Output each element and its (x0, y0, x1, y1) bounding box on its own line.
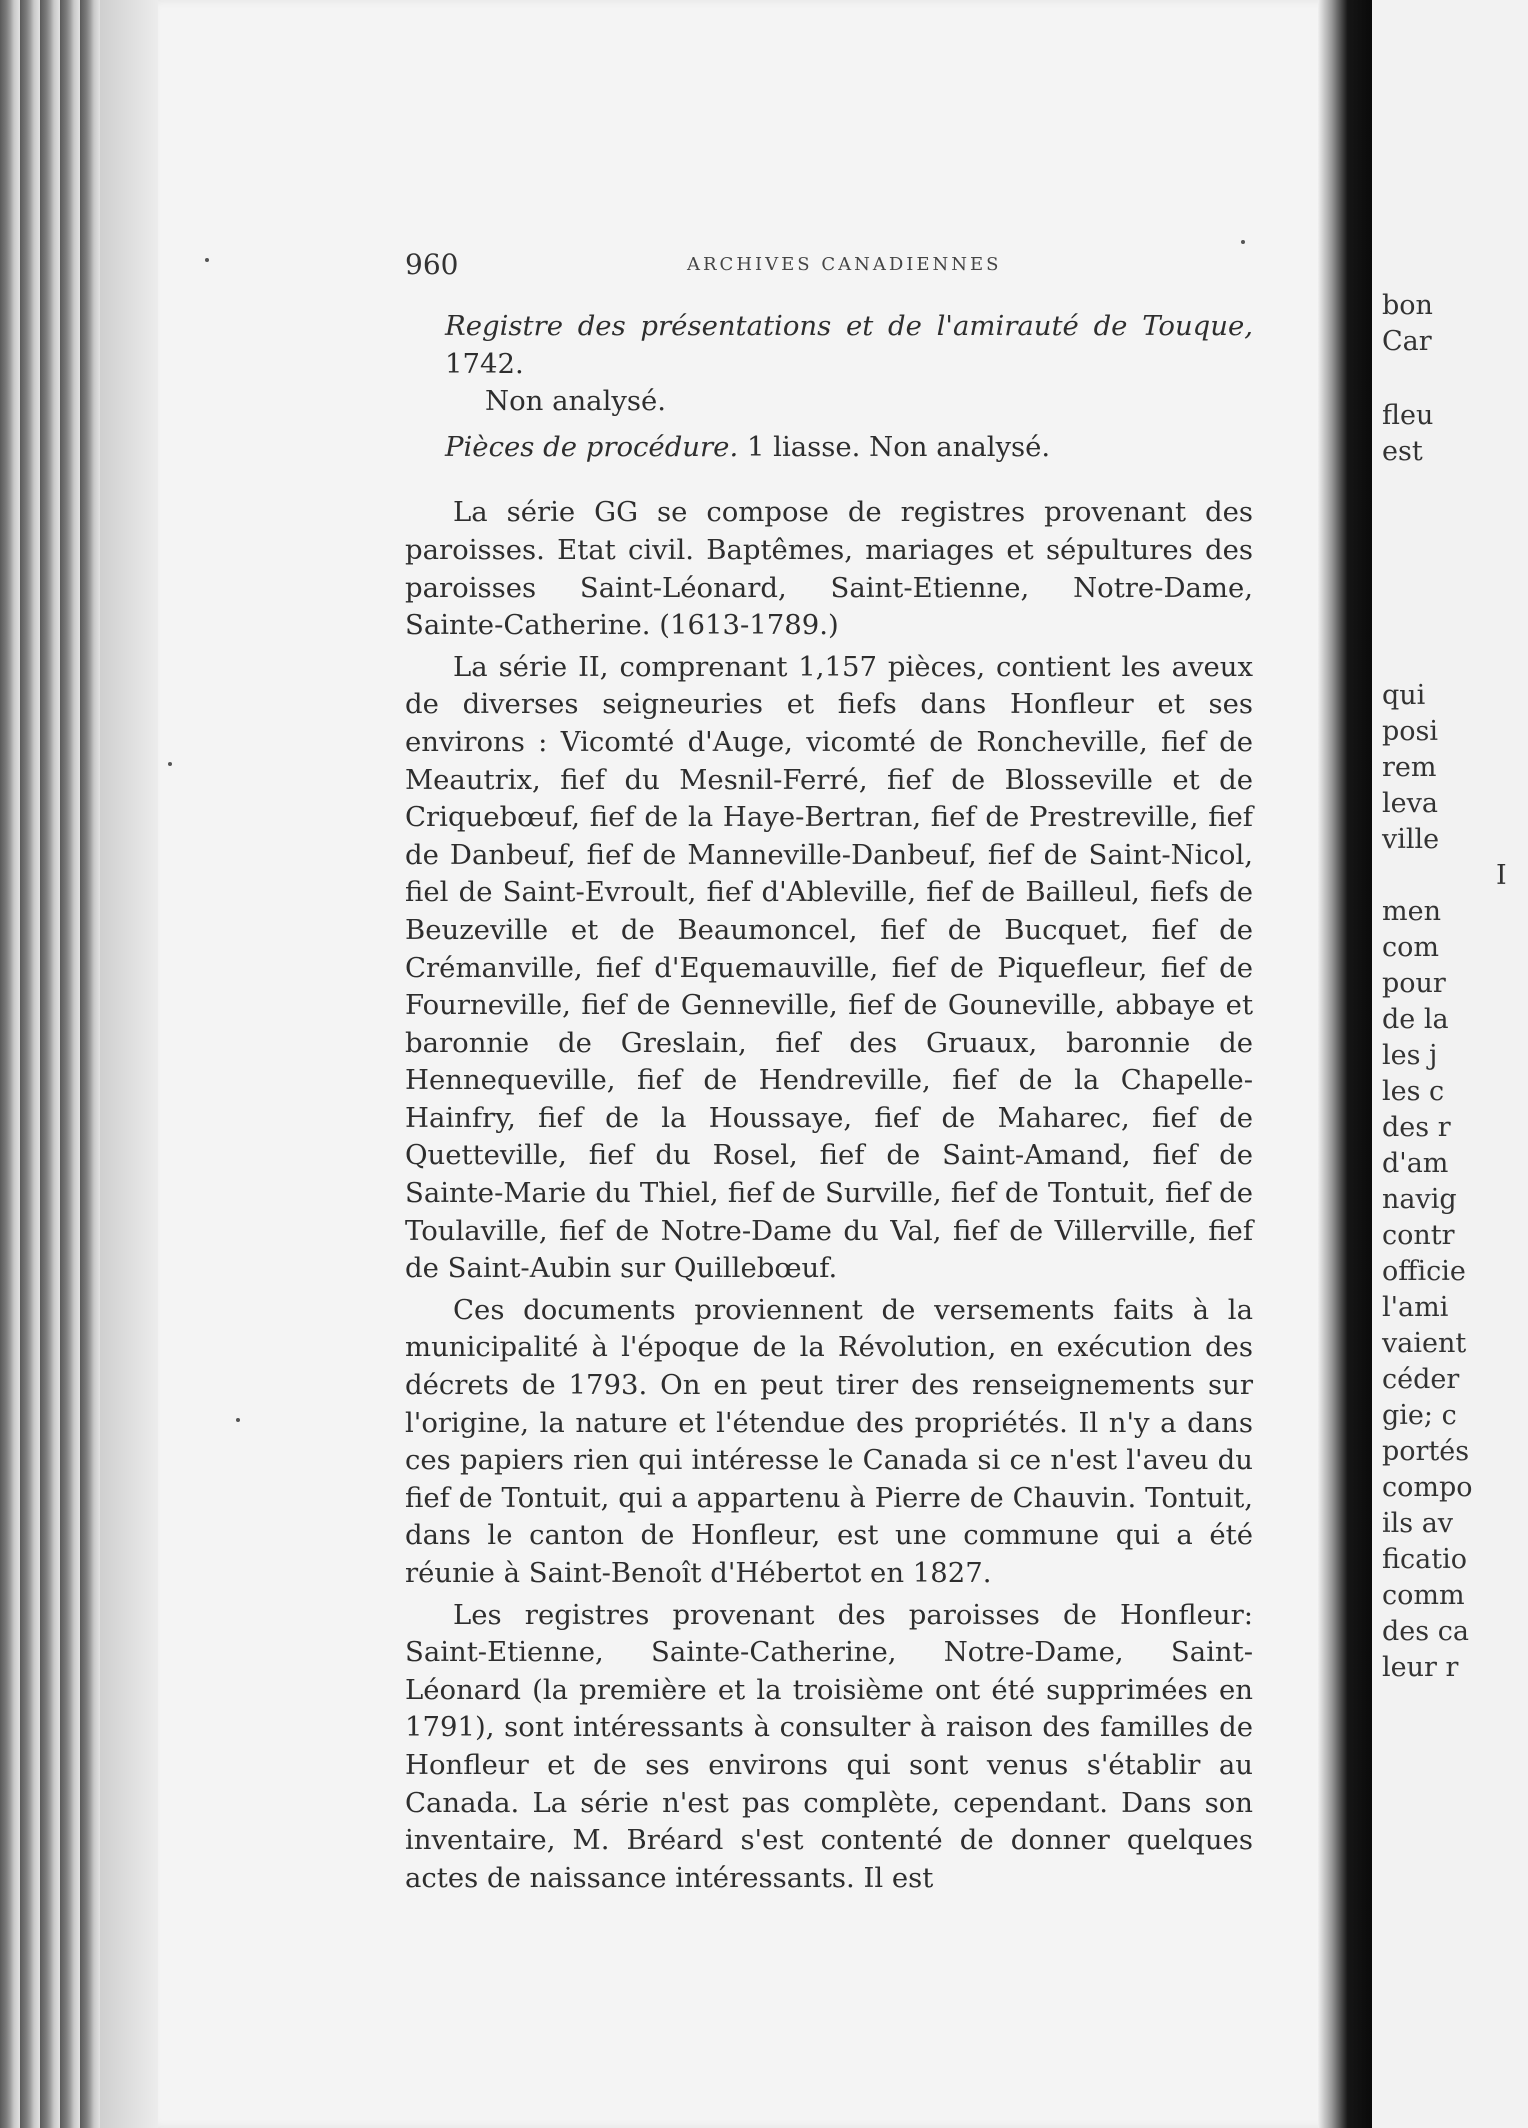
facing-line: portés (1382, 1436, 1470, 1467)
entry-year: 1742. (445, 347, 524, 380)
facing-line: fleu (1382, 400, 1434, 431)
facing-line: posi (1382, 716, 1439, 747)
facing-line: est (1382, 436, 1423, 467)
entry-note: Non analysé. (485, 385, 667, 418)
paragraph: Les registres provenant des paroisses de Honfleur: Saint-Etienne, Sainte-Catherine, Notre-Dame, Saint-Léonard (la première et la troisième ont été supprimées en 1791), sont intéressants à consulter à raison des familles de Honfleur et de ses environs qui sont venus s'établir au Canada. La série n'est pas complète, cependant. Dans son inventaire, M. Bréard s'est contenté de donner quelques actes de naissance intéressants. Il est (405, 1598, 1253, 1894)
archive-entry (405, 308, 1253, 421)
scan-speck (236, 1418, 240, 1422)
body-text (405, 308, 1253, 1897)
facing-line: pour (1382, 968, 1446, 999)
scan-speck (168, 762, 172, 766)
paragraph: La série GG se compose de registres provenant des paroisses. Etat civil. Baptêmes, mariages et sépultures des paroisses Saint-Léonard, Saint-Etienne, Notre-Dame, Sainte-Catherine. (1613-1789.) (405, 496, 1253, 642)
facing-line: céder (1382, 1364, 1460, 1395)
facing-line: contr (1382, 1220, 1455, 1251)
scan-speck (1241, 240, 1245, 244)
entry-title: Pièces de procédure. (445, 430, 739, 463)
facing-line: l'ami (1382, 1292, 1449, 1323)
facing-line: officie (1382, 1256, 1466, 1287)
facing-line: com (1382, 932, 1439, 963)
facing-line: des r (1382, 1112, 1451, 1143)
facing-line: comm (1382, 1580, 1465, 1611)
facing-line: navig (1382, 1184, 1457, 1215)
facing-line: les j (1382, 1040, 1438, 1071)
facing-line: ils av (1382, 1508, 1454, 1539)
facing-line: d'am (1382, 1148, 1449, 1179)
paragraph: Ces documents proviennent de versements faits à la municipalité à l'époque de la Révolution, en exécution des décrets de 1793. On en peut tirer des renseignements sur l'origine, la nature et l'étendue des propriétés. Il n'y a dans ces papiers rien qui intéresse le Canada si ce n'est l'aveu du fief de Tontuit, qui a appartenu à Pierre de Chauvin. Tontuit, dans le canton de Honfleur, est une commune qui a été réunie à Saint-Benoît d'Hébertot en 1827. (405, 1293, 1253, 1589)
paragraph: La série II, comprenant 1,157 pièces, contient les aveux de diverses seigneuries et fiefs dans Honfleur et ses environs : Vicomté d'Auge, vicomté de Roncheville, fief de Meautrix, fief du Mesnil-Ferré, fief de Blosseville et de Criquebœuf, fief de la Haye-Bertran, fief de Prestreville, fief de Danbeuf, fief de Manneville-Danbeuf, fief de Saint-Nicol, fiel de Saint-Evroult, fief d'Ableville, fief de Bailleul, fiefs de Beuzeville et de Beaumoncel, fief de Bucquet, fief de Crémanville, fief d'Equemauville, fief de Piquefleur, fief de Fourneville, fief de Genneville, fief de Gouneville, abbaye et baronnie de Greslain, fief des Gruaux, baronnie de Hennequeville, fief de Hendreville, fief de la Chapelle-Hainfry, fief de la Houssaye, fief de Maharec, fief de Quetteville, fief du Rosel, fief de Saint-Amand, fief de Sainte-Marie du Thiel, fief de Surville, fief de Tontuit, fief de Toulaville, fief de Notre-Dame du Val, fief de Villerville, fief de Saint-Aubin sur Quillebœuf. (405, 650, 1253, 1285)
facing-line: ficatio (1382, 1544, 1467, 1575)
archive-entry (405, 429, 1253, 467)
facing-line: rem (1382, 752, 1437, 783)
facing-line: I (1496, 860, 1507, 891)
facing-line: les c (1382, 1076, 1445, 1107)
book-binding-gutter (1318, 0, 1372, 2128)
page-number: 960 (405, 248, 459, 281)
entry-title: Registre des présentations et de l'amirauté de Touque, (445, 310, 1253, 342)
running-title: ARCHIVES CANADIENNES (687, 254, 1002, 275)
facing-line: men (1382, 896, 1441, 927)
entry-note: 1 liasse. Non analysé. (746, 430, 1051, 463)
scan-speck (205, 258, 209, 262)
facing-page (1372, 0, 1528, 2128)
facing-line: leur r (1382, 1652, 1459, 1683)
facing-line: gie; c (1382, 1400, 1457, 1431)
facing-line: de la (1382, 1004, 1449, 1035)
facing-line: ville (1382, 824, 1440, 855)
facing-line: compo (1382, 1472, 1473, 1503)
book-page-edges (0, 0, 160, 2128)
facing-line: qui (1382, 680, 1426, 711)
facing-line: leva (1382, 788, 1438, 819)
facing-line: bon (1382, 290, 1433, 321)
facing-line: vaient (1382, 1328, 1467, 1359)
facing-line: Car (1382, 326, 1432, 357)
facing-line: des ca (1382, 1616, 1469, 1647)
running-head (405, 248, 1255, 284)
